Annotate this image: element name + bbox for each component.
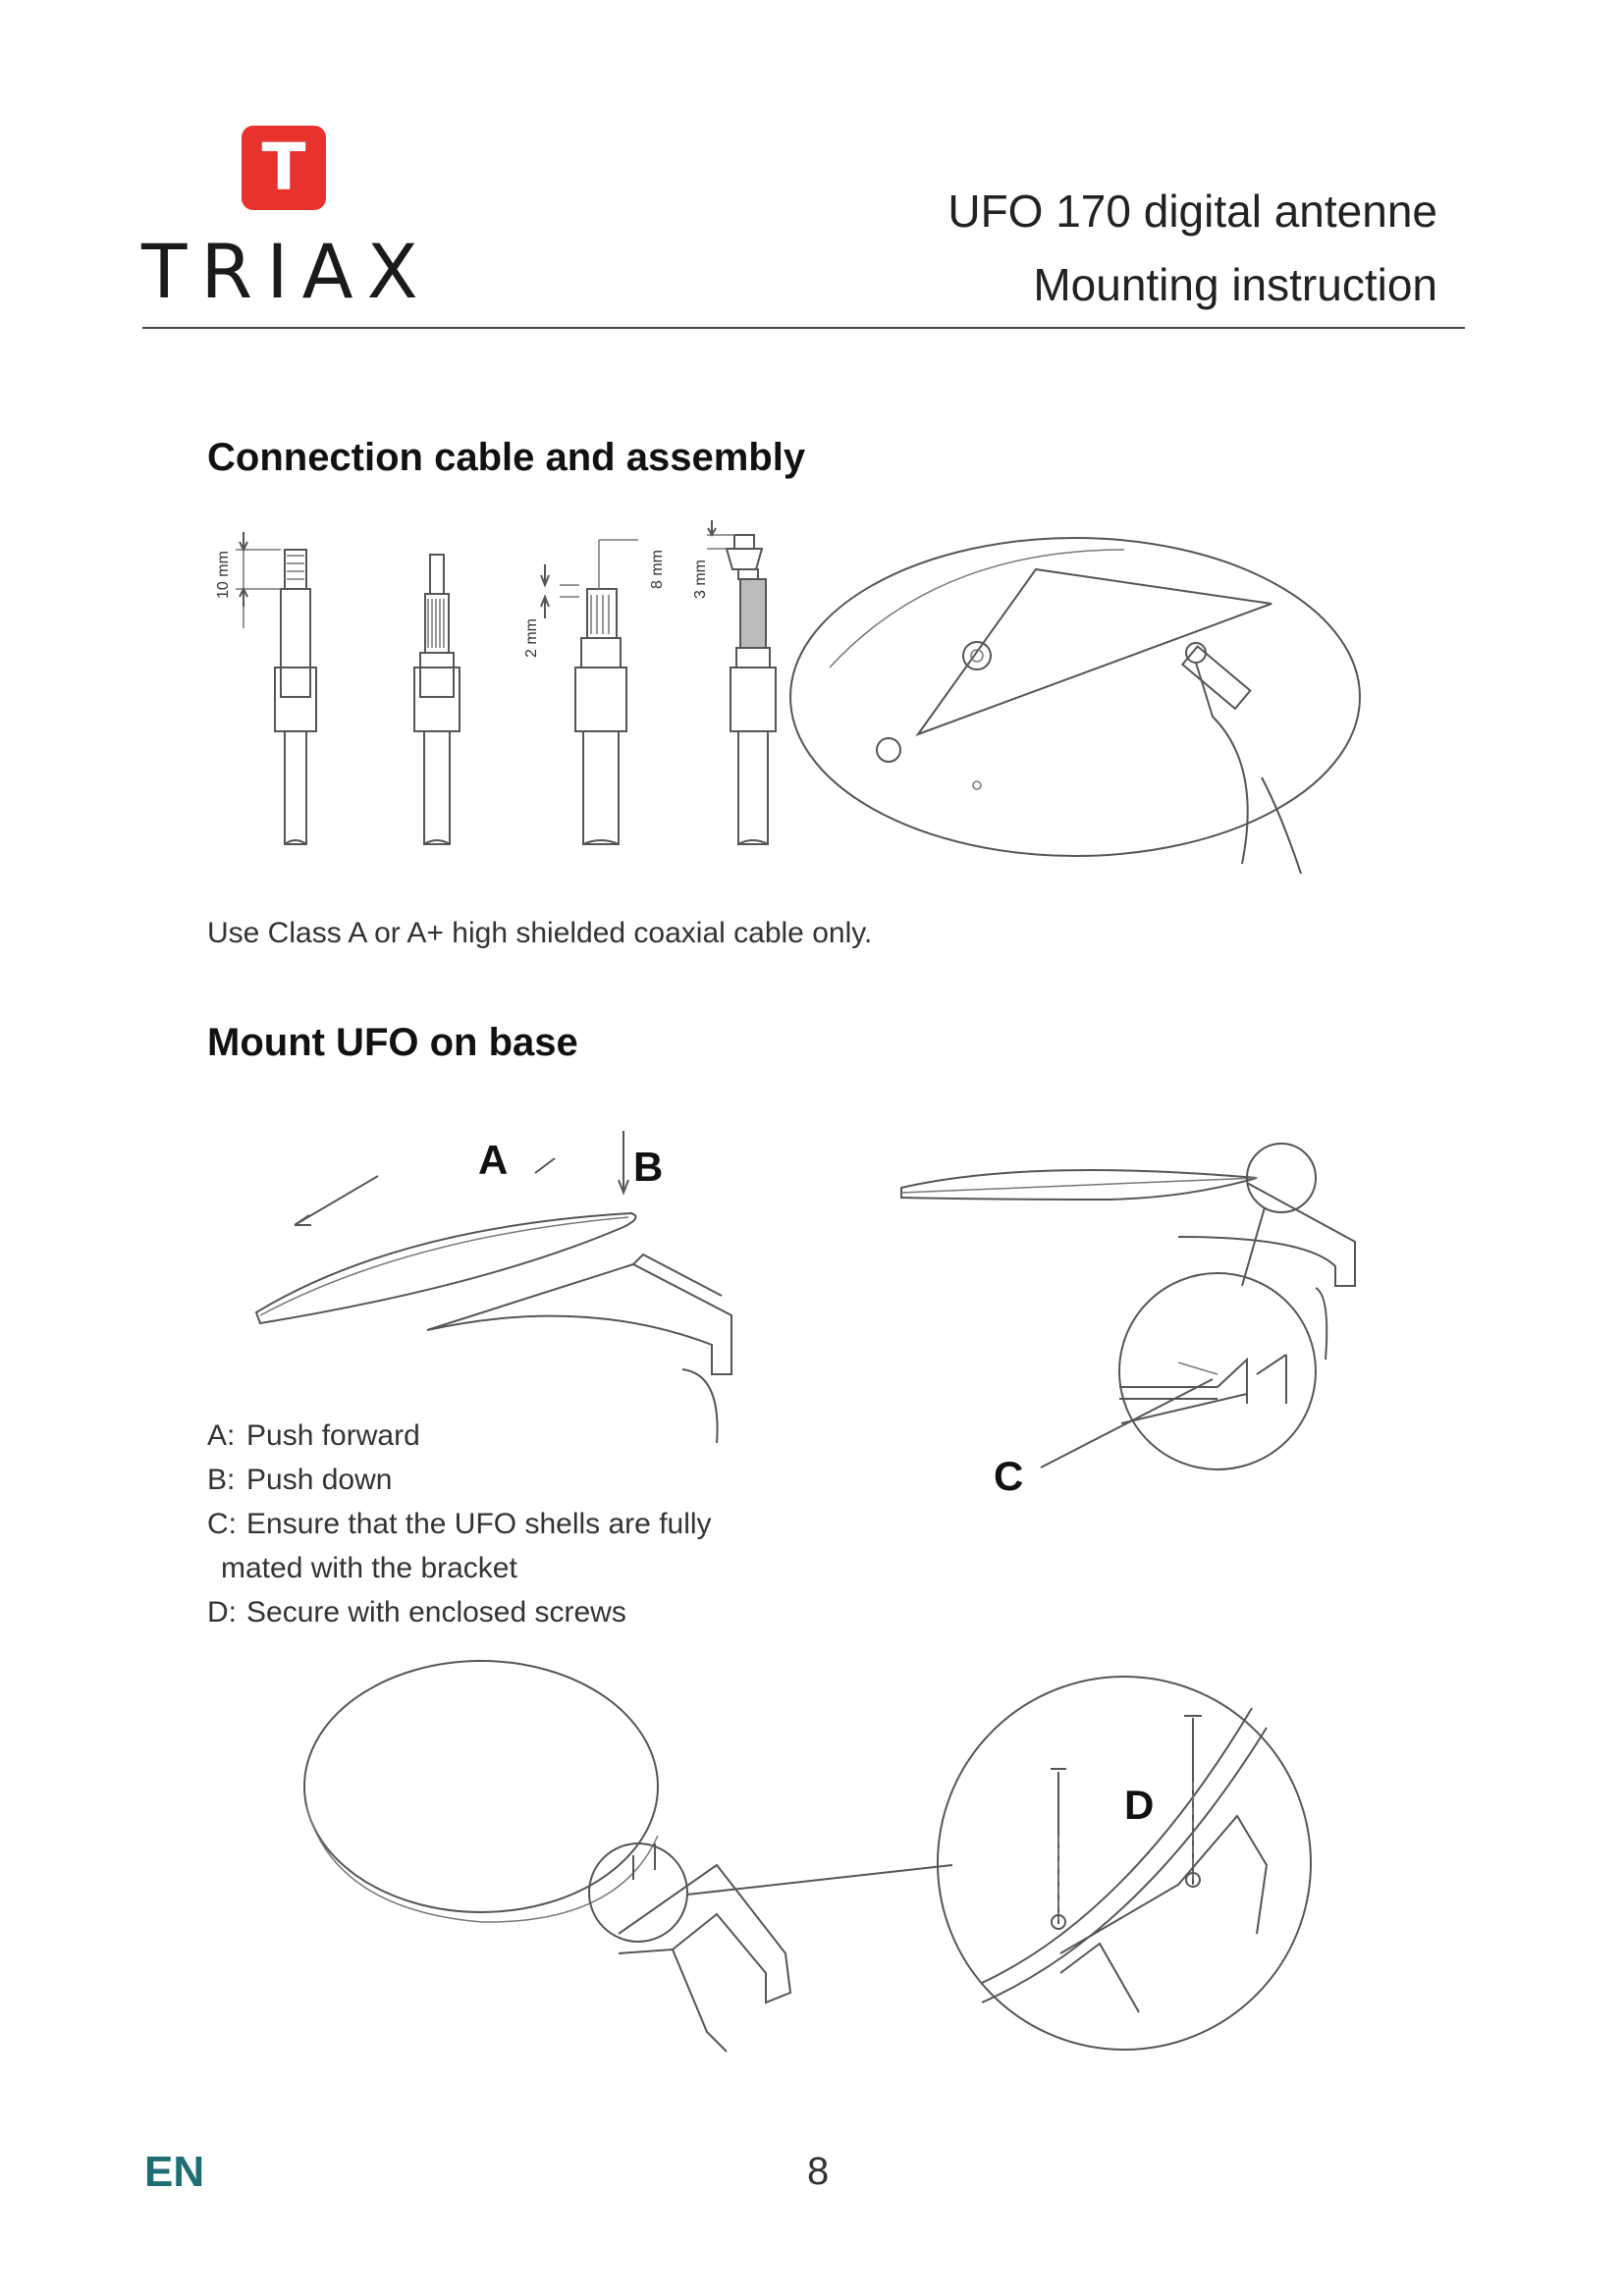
step-d-key: D: xyxy=(207,1596,237,1629)
step-b xyxy=(207,1458,712,1502)
page-number: 8 xyxy=(807,2150,830,2193)
mount-shell-mating-illustration xyxy=(893,1139,1404,1551)
cable-preparation-diagram xyxy=(196,520,805,874)
logo-letter: T xyxy=(261,130,306,205)
cable-step-3 xyxy=(523,540,666,844)
callout-b: B xyxy=(633,1144,664,1190)
step-c-continuation: mated with the bracket xyxy=(221,1552,517,1584)
callout-c: C xyxy=(994,1453,1024,1499)
language-code: EN xyxy=(144,2148,205,2196)
step-a xyxy=(207,1414,712,1458)
cable-step-4 xyxy=(692,520,776,844)
cable-step-1 xyxy=(215,532,316,844)
brand-logo xyxy=(137,126,432,315)
dimension-10mm: 10 mm xyxy=(215,551,232,599)
cable-requirement-note: Use Class A or A+ high shielded coaxial cable only. xyxy=(207,917,873,949)
step-a-key: A: xyxy=(207,1419,236,1452)
product-title: UFO 170 digital antenne xyxy=(947,186,1437,237)
step-b-text: Push down xyxy=(246,1464,393,1496)
section-title-cable: Connection cable and assembly xyxy=(207,436,806,479)
callout-a: A xyxy=(478,1137,509,1183)
step-c-text: Ensure that the UFO shells are fully xyxy=(246,1508,712,1540)
antenna-cable-connection-illustration xyxy=(790,520,1438,883)
dimension-8mm: 8 mm xyxy=(649,550,666,589)
step-d xyxy=(207,1590,712,1634)
header-divider xyxy=(142,327,1465,329)
logo-mark xyxy=(242,126,326,210)
document-subtitle: Mounting instruction xyxy=(1033,259,1437,310)
cable-step-2 xyxy=(414,555,460,844)
callout-d: D xyxy=(1124,1782,1155,1828)
mounting-steps-list xyxy=(207,1414,712,1634)
mount-screws-illustration xyxy=(295,1659,1326,2071)
dimension-3mm: 3 mm xyxy=(692,560,709,599)
section-title-mount: Mount UFO on base xyxy=(207,1021,578,1064)
dimension-2mm: 2 mm xyxy=(523,618,540,658)
brand-wordmark: TRIAX xyxy=(141,228,432,315)
step-d-text: Secure with enclosed screws xyxy=(246,1596,626,1629)
step-a-text: Push forward xyxy=(246,1419,420,1452)
step-b-key: B: xyxy=(207,1464,236,1496)
step-c-key: C: xyxy=(207,1508,237,1540)
step-c xyxy=(207,1502,712,1546)
